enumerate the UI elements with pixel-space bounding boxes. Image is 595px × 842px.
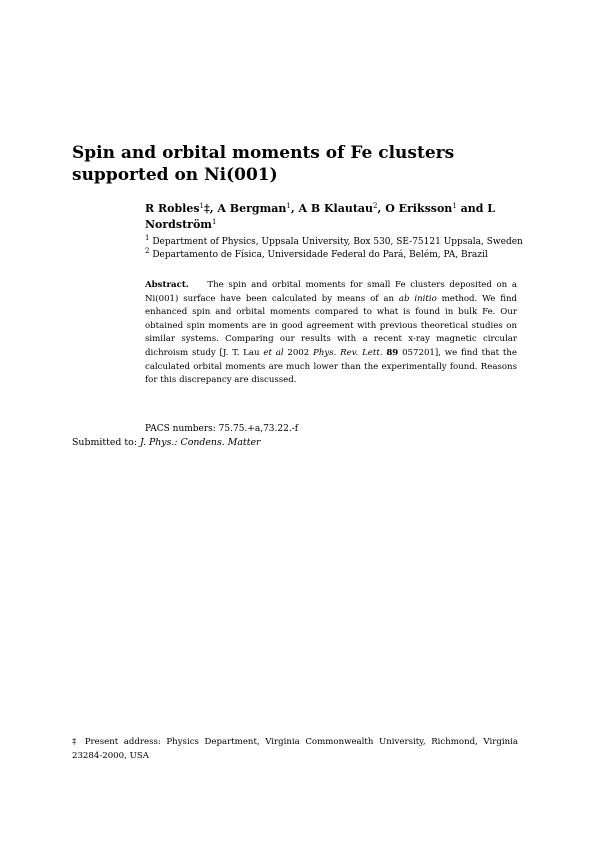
footnote bbox=[72, 735, 518, 763]
submitted-journal: J. Phys.: Condens. Matter bbox=[139, 437, 261, 448]
submission-line bbox=[72, 437, 261, 448]
author-name: R Robles bbox=[145, 202, 200, 215]
affiliation-text: Department of Physics, Uppsala University, Box 530, SE-75121 Uppsala, Sweden bbox=[152, 237, 523, 247]
abstract bbox=[145, 279, 517, 388]
author-list: R Robles$^1$‡, A Bergman$^1$, A B Klautau$^2$, O Eriksson$^1$ and L Nordström$^1$ bbox=[145, 202, 495, 231]
affiliation-mark: 2 bbox=[145, 247, 150, 255]
abstract-italic: et al bbox=[263, 347, 284, 358]
affiliation-2 bbox=[145, 249, 525, 261]
paper-title: Spin and orbital moments of Fe clusters supported on Ni(001) bbox=[72, 143, 455, 185]
affiliation-mark: 1 bbox=[199, 202, 204, 210]
affiliation-mark: 1 bbox=[286, 202, 291, 210]
abstract-text: 2002 bbox=[287, 347, 310, 358]
footnote-text: Present address: Physics Department, Virginia Commonwealth University, Richmond, Virginia 23284-2000, USA bbox=[72, 737, 518, 761]
pacs-numbers: PACS numbers: 75.75.+a,73.22.-f bbox=[145, 424, 299, 434]
author-name: O Eriksson bbox=[385, 202, 453, 215]
journal-name: Phys. Rev. Lett. bbox=[313, 347, 383, 358]
journal-volume: 89 bbox=[386, 347, 399, 358]
author-name: A B Klautau bbox=[298, 202, 374, 215]
author-name: L Nordström bbox=[145, 202, 495, 231]
affiliation-mark: 2 bbox=[373, 202, 378, 210]
abstract-italic: ab initio bbox=[398, 293, 437, 304]
abstract-text: method. We find enhanced spin and orbital moments compared to what is found in bulk Fe. Our obtained spin moments are in good agreement with previous theoretical studies on similar systems. Comparing our results with a recent x-ray magnetic circular dichroism study [J. T. Lau bbox=[145, 293, 518, 358]
abstract-text: The spin and orbital moments for small Fe clusters deposited on a Ni(001) surface have been calculated by means of an bbox=[145, 280, 517, 304]
affiliation-mark: 1 bbox=[211, 218, 217, 226]
affiliation-1 bbox=[145, 236, 525, 248]
affiliation-mark: 1 bbox=[452, 202, 457, 210]
author-name: A Bergman bbox=[217, 202, 287, 215]
abstract-heading: Abstract. bbox=[145, 280, 189, 290]
footnote-mark: ‡ bbox=[72, 737, 80, 747]
affiliation-mark: 1 bbox=[145, 234, 150, 242]
affiliation-text: Departamento de Física, Universidade Federal do Pará, Belém, PA, Brazil bbox=[152, 250, 488, 260]
abstract-text: 057201], we find that the calculated orbital moments are much lower than the experimentally found. Reasons for this discrepancy are discussed. bbox=[145, 347, 517, 386]
submitted-label: Submitted to: bbox=[72, 437, 137, 448]
footnote-dagger: ‡ bbox=[203, 202, 210, 215]
